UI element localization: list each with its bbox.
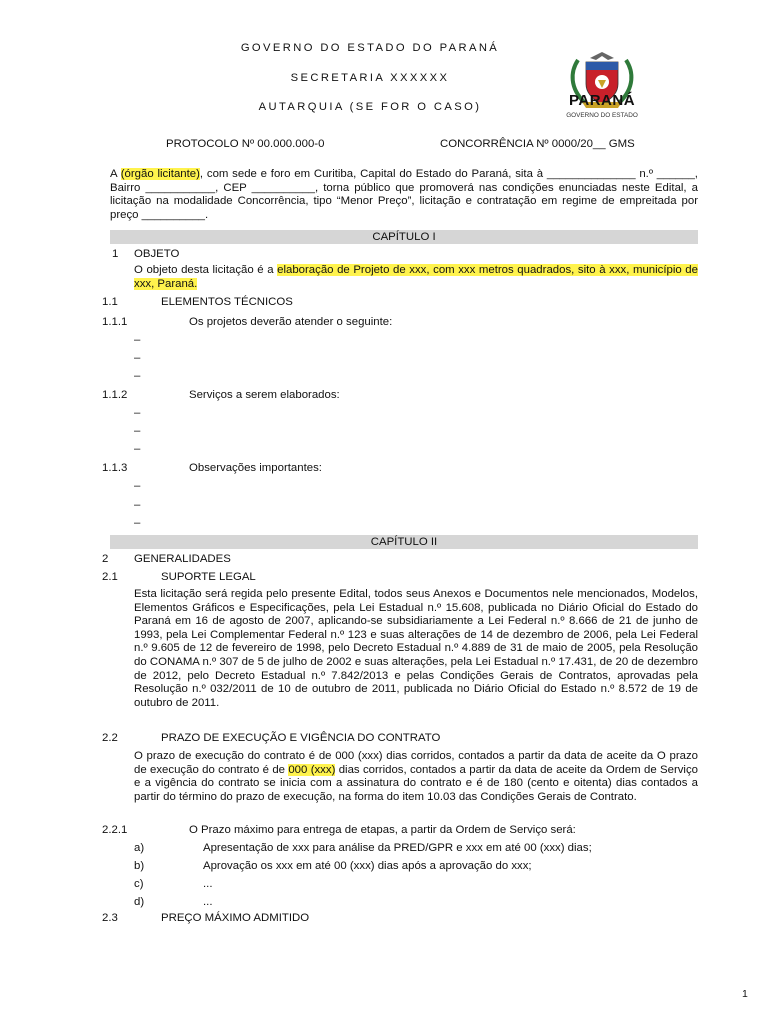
prazo-paragraph [134, 750, 698, 804]
etapa-letter: a) [134, 842, 145, 854]
section-2-number: 2 [102, 553, 109, 565]
section-2-3-number: 2.3 [102, 912, 118, 924]
etapa-text: Apresentação de xxx para análise da PRED/GPR e xxx em até 00 (xxx) dias; [203, 842, 592, 854]
section-1-1-1-number: 1.1.1 [102, 316, 128, 328]
section-1-1-3-text: Observações importantes: [189, 462, 322, 474]
section-2-1-title: SUPORTE LEGAL [161, 571, 256, 583]
etapa-text: Aprovação os xxx em até 00 (xxx) dias após a aprovação do xxx; [203, 860, 532, 872]
objeto-prefix: O objeto desta licitação é a [134, 264, 278, 276]
logo-subtitle: GOVERNO DO ESTADO [566, 112, 638, 119]
concorrencia-number: CONCORRÊNCIA Nº 0000/20__ GMS [440, 138, 635, 150]
list-dash: – [134, 425, 141, 437]
section-1-1-2-number: 1.1.2 [102, 389, 128, 401]
list-dash: – [134, 499, 141, 511]
intro-rest: , com sede e foro em Curitiba, Capital do Estado do Paraná, sita à ______________ n.º ______, Bairro ___________, CEP __________, torna público que promoverá nas condições enunciadas neste Edital, a licitação na modalidade Concorrência, tipo “Menor Preço”, licitação e contratação em regime de empreitada por preço __________. [110, 168, 698, 221]
orgao-licitante-highlight: (órgão licitante) [120, 168, 200, 180]
list-dash: – [134, 443, 141, 455]
list-dash: – [134, 370, 141, 382]
prazo-part2: dias corridos, contados a partir da data de aceite da Ordem de Serviço e a vigência do contrato se inicia com a assinatura do contrato e é de 180 (cento e oitenta) dias contados a partir do término do prazo de execução, na forma do item 10.03 das Condições Gerais de Contrato. [134, 763, 698, 803]
logo-name: PARANÁ [568, 92, 636, 109]
prazo-highlight: 000 (xxx) [288, 763, 336, 776]
etapa-letter: d) [134, 896, 145, 908]
section-1-1-title: ELEMENTOS TÉCNICOS [161, 296, 293, 308]
section-1-1-number: 1.1 [102, 296, 118, 308]
intro-paragraph [110, 168, 698, 222]
header-secretaria: SECRETARIA XXXXXX [290, 72, 450, 84]
list-dash: – [134, 334, 141, 346]
header-autarquia: AUTARQUIA (SE FOR O CASO) [258, 101, 482, 113]
section-2-2-1-number: 2.2.1 [102, 824, 128, 836]
prazo-part1: O prazo de execução do contrato é de 000 (xxx) dias corridos, contados a partir da data de aceite da O prazo de execução do contrato é de [134, 750, 698, 776]
header-government: GOVERNO DO ESTADO DO PARANÁ [240, 42, 500, 54]
section-2-2-title: PRAZO DE EXECUÇÃO E VIGÊNCIA DO CONTRATO [161, 732, 441, 744]
section-2-1-number: 2.1 [102, 571, 118, 583]
suporte-legal-paragraph: Esta licitação será regida pelo presente Edital, todos seus Anexos e Documentos nele mencionados, Modelos, Elementos Gráficos e Especificações, pela Lei Estadual n.º 15.608, publicada no Diário Oficial do Estado do Paraná em 16 de agosto de 2007, aplicando-se subsidiariamente a Lei Federal n.º 8.666 de 21 de junho de 1993, pela Lei Complementar Federal n.º 123 e suas alterações de 14 de dezembro de 2006, pela Lei Federal n.º 9.605 de 12 de fevereiro de 1998, pelo Decreto Estadual n.º 4.889 de 31 de maio de 2005, pela Resolução do CONAMA n.º 307 de 5 de julho de 2002 e suas alterações, pela Lei Estadual n.º 17.431, de 20 de dezembro de 2012, pelo Decreto Estadual n.º 7.842/2013 e pelas Condições Gerais de Contratos, aprovadas pela Resolução n.º 032/2011 de 10 de outubro de 2011, publicada no Diário Oficial do Estado n.º 8.572 de 19 de outubro de 2011. [134, 588, 698, 709]
section-1-1-3-number: 1.1.3 [102, 462, 128, 474]
chapter-2-heading: CAPÍTULO II [110, 535, 698, 549]
list-dash: – [134, 517, 141, 529]
etapa-letter: c) [134, 878, 144, 890]
section-2-2-number: 2.2 [102, 732, 118, 744]
objeto-highlight: elaboração de Projeto de xxx, com xxx metros quadrados, sito à xxx, município de xxx, Paraná. [134, 264, 698, 290]
section-1-1-2-text: Serviços a serem elaborados: [189, 389, 340, 401]
section-2-title: GENERALIDADES [134, 553, 231, 565]
section-1-number: 1 [112, 248, 119, 260]
list-dash: – [134, 352, 141, 364]
chapter-1-heading: CAPÍTULO I [110, 230, 698, 244]
page-number: 1 [742, 988, 748, 1000]
etapa-text: ... [203, 878, 213, 890]
etapa-text: ... [203, 896, 213, 908]
intro-prefix: A [110, 168, 121, 180]
section-1-1-1-text: Os projetos deverão atender o seguinte: [189, 316, 393, 328]
section-1-title: OBJETO [134, 248, 180, 260]
section-2-2-1-text: O Prazo máximo para entrega de etapas, a partir da Ordem de Serviço será: [189, 824, 576, 836]
etapa-letter: b) [134, 860, 145, 872]
protocolo-number: PROTOCOLO Nº 00.000.000-0 [166, 138, 325, 150]
objeto-paragraph [134, 264, 698, 291]
list-dash: – [134, 407, 141, 419]
list-dash: – [134, 480, 141, 492]
section-2-3-title: PREÇO MÁXIMO ADMITIDO [161, 912, 310, 924]
